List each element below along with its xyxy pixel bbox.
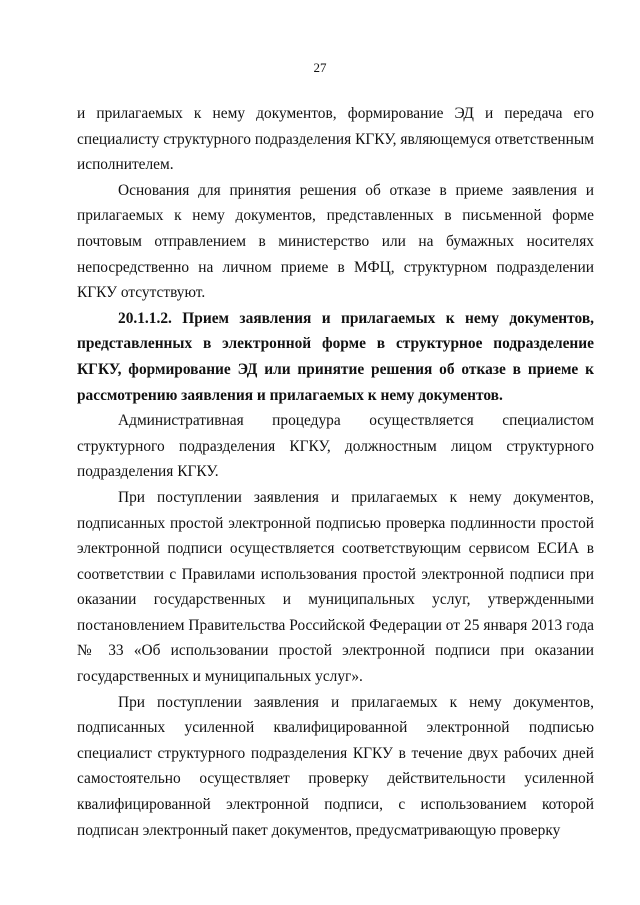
paragraph-continuation: и прилагаемых к нему документов, формирование ЭД и передача его специалисту структурного подразделения КГКУ, являющемуся ответственным исполнителем. xyxy=(77,105,594,174)
paragraph-simple-signature: При поступлении заявления и прилагаемых к нему документов, подписанных простой электронной подписью проверка подлинности простой электронной подписи осуществляется соответствующим сервисом ЕСИА в соответствии с Правилами использования простой электронной подписи при оказании государственных и муниципальных услуг, утвержденными постановлением Правительства Российской Федерации от 25 января 2013 года № 33 «Об использовании простой электронной подписи при оказании государственных и муниципальных услуг». xyxy=(77,488,594,686)
section-heading-20-1-1-2: 20.1.1.2. Прием заявления и прилагаемых к нему документов, представленных в электронной форме в структурное подразделение КГКУ, формирование ЭД или принятие решения об отказе в приеме к рассмотрению заявления и прилагаемых к нему документов. xyxy=(77,309,594,404)
paragraph-refusal-grounds: Основания для принятия решения об отказе в приеме заявления и прилагаемых к нему документов, представленных в письменной форме почтовым отправлением в министерство или на бумажных носителях непосредственно на личном приеме в МФЦ, структурном подразделении КГКУ отсутствуют. xyxy=(77,181,594,302)
paragraph-administrative-procedure: Административная процедура осуществляется специалистом структурного подразделения КГКУ, должностным лицом структурного подразделения КГКУ. xyxy=(77,412,594,481)
page-number: 27 xyxy=(313,60,327,75)
paragraph-qualified-signature: При поступлении заявления и прилагаемых к нему документов, подписанных усиленной квалифицированной электронной подписью специалист структурного подразделения КГКУ в течение двух рабочих дней самостоятельно осуществляет проверку действительности усиленной квалифицированной электронной подписи, с использованием которой подписан электронный пакет документов, предусматривающую проверку xyxy=(77,693,594,839)
document-body xyxy=(77,101,594,843)
